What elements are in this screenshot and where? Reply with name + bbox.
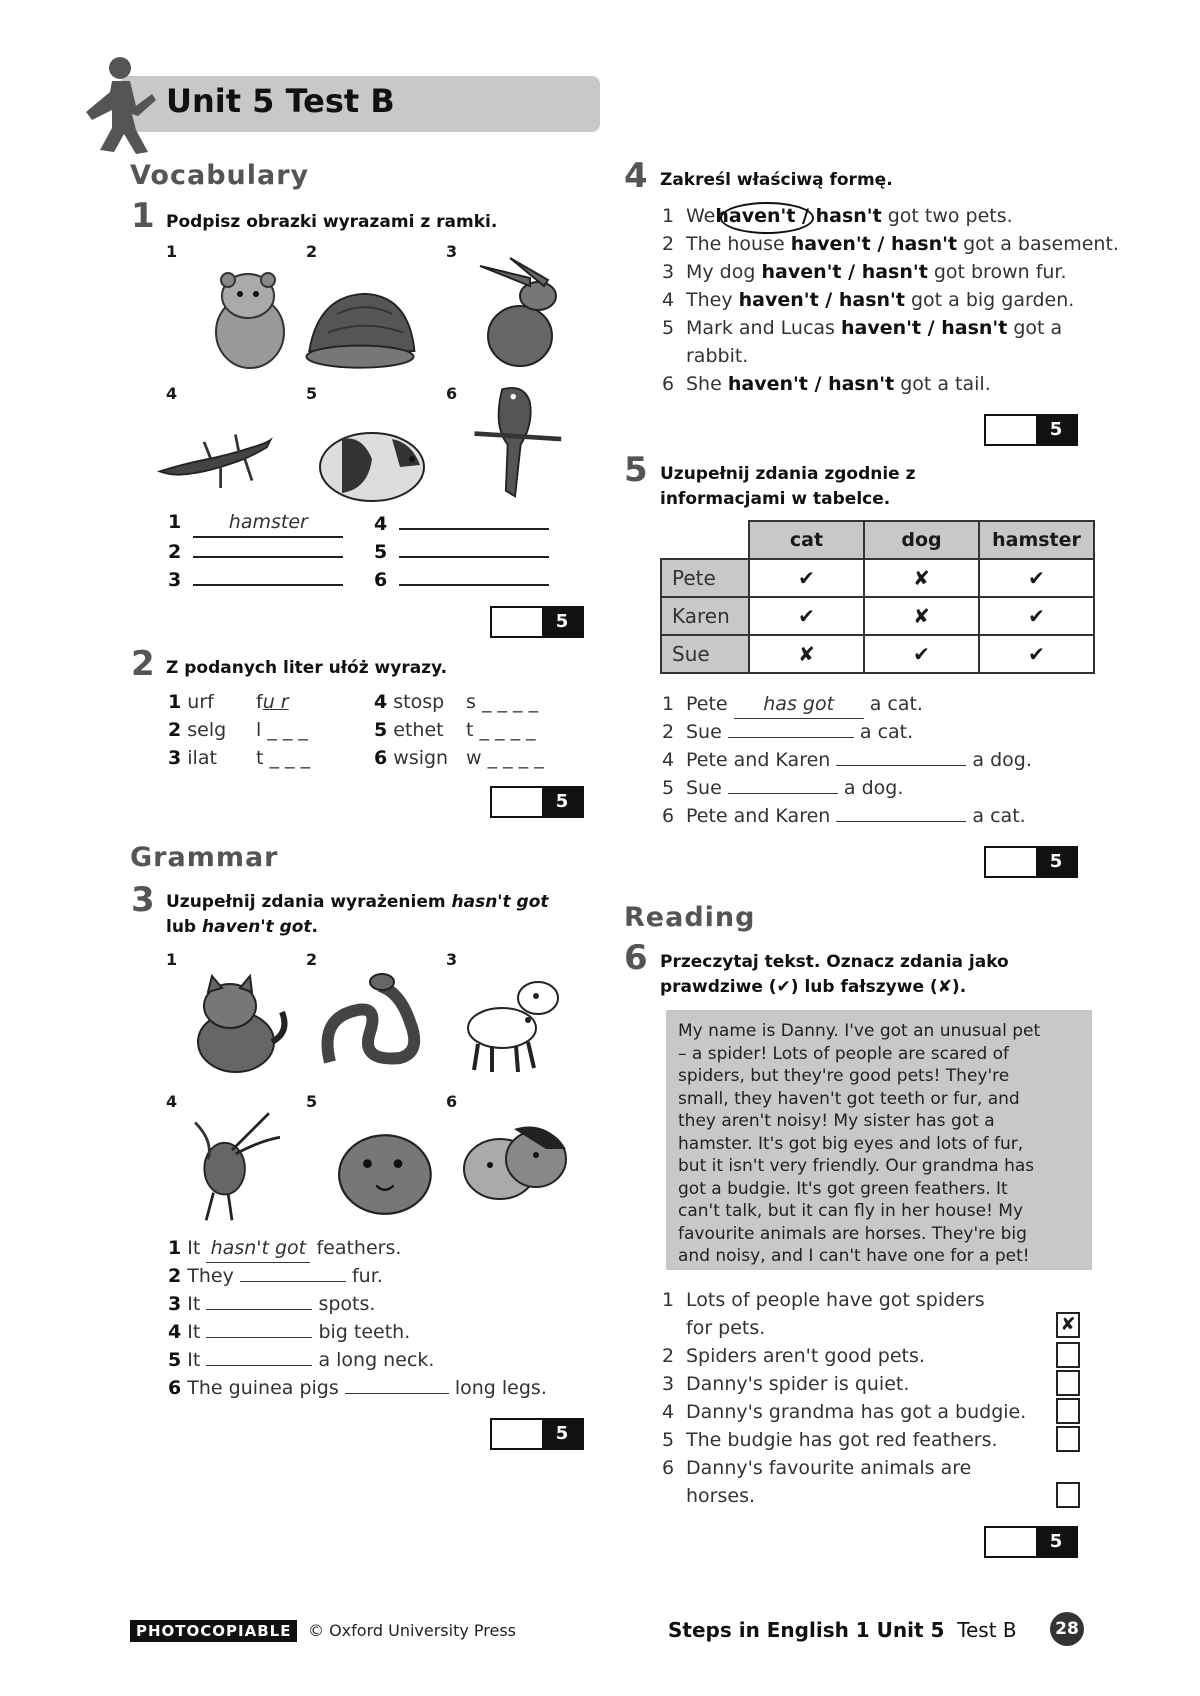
lizard-icon (156, 404, 276, 524)
scramble-item: 2 selg l _ _ _ (168, 719, 308, 741)
true-false-item: 3 Danny's spider is quiet. (662, 1373, 910, 1395)
answer-row: 2 (168, 536, 343, 566)
exercise-4-instruction: Zakreśl właściwą formę. (660, 170, 893, 190)
reading-line: favourite animals are horses. They're big (678, 1223, 1027, 1244)
hamster-icon-2 (326, 1108, 446, 1228)
sentence-item: 4 Pete and Karen a dog. (662, 746, 1032, 774)
true-false-item: 5 The budgie has got red feathers. (662, 1429, 998, 1451)
score-max: 5 (542, 788, 582, 816)
exercise-4-number: 4 (624, 156, 648, 196)
pets-table (660, 520, 1095, 674)
scramble-answer[interactable]: u r (262, 691, 289, 713)
score-max: 5 (542, 608, 582, 636)
answer-row: 3 (168, 564, 343, 594)
page-number: 28 (1050, 1612, 1084, 1646)
score-box (984, 846, 1078, 878)
answer-blank[interactable] (399, 536, 549, 558)
walking-figure-icon (78, 54, 158, 154)
answer-blank[interactable] (728, 718, 854, 738)
score-max: 5 (1036, 848, 1076, 876)
true-false-item: 1 Lots of people have got spiders for pets. (662, 1289, 985, 1339)
picture-label: 4 (166, 1092, 178, 1111)
exercise-2-number: 2 (131, 644, 155, 684)
exercise-5-number: 5 (624, 450, 648, 490)
answer-blank[interactable] (399, 564, 549, 586)
snake-icon (310, 962, 430, 1082)
reading-line: got a budgie. It's got green feathers. It (678, 1178, 1008, 1199)
exercise-1-instruction: Podpisz obrazki wyrazami z ramki. (166, 212, 498, 232)
answer-blank[interactable] (836, 802, 966, 822)
sentence-item: 2 They fur. (168, 1262, 383, 1290)
copyright-text: © Oxford University Press (308, 1621, 517, 1640)
reading-line: My name is Danny. I've got an unusual pet (678, 1021, 1041, 1041)
reading-line: – a spider! Lots of people are scared of (678, 1043, 1010, 1064)
score-input[interactable] (986, 416, 1036, 444)
answer-blank[interactable] (345, 1374, 449, 1394)
option-hasnt[interactable]: hasn't (861, 261, 928, 283)
score-input[interactable] (492, 788, 542, 816)
circle-item: 5 Mark and Lucas haven't / hasn't got a (662, 317, 1063, 339)
picture-label: 2 (306, 950, 318, 969)
picture-label: 5 (306, 1092, 318, 1111)
scramble-item: 5 ethet t _ _ _ _ (374, 719, 536, 741)
true-false-checkbox[interactable] (1056, 1398, 1080, 1424)
reading-line: and noisy, and I can't have one for a pet! (678, 1246, 1030, 1266)
exercise-6-number: 6 (624, 938, 648, 978)
sentence-item: 3 It spots. (168, 1290, 375, 1318)
score-input[interactable] (986, 848, 1036, 876)
reading-line: they aren't noisy! My sister has got a (678, 1111, 995, 1131)
option-havent[interactable]: haven't (727, 373, 808, 395)
option-hasnt[interactable]: hasn't (815, 205, 882, 227)
answer-blank[interactable] (193, 564, 343, 586)
answer-blank[interactable] (728, 774, 838, 794)
picture-label: 3 (446, 242, 458, 261)
option-hasnt[interactable]: hasn't (838, 289, 905, 311)
reading-line: hamster. It's got big eyes and lots of fur, (678, 1133, 1024, 1154)
answer-blank[interactable] (206, 1346, 312, 1366)
reading-line: small, they haven't got teeth or fur, and (678, 1088, 1020, 1109)
score-max: 5 (542, 1420, 582, 1448)
score-box (984, 414, 1078, 446)
exercise-2-instruction: Z podanych liter ułóż wyrazy. (166, 658, 448, 678)
answer-row: 6 (374, 564, 549, 594)
answer-row: 4 (374, 508, 549, 538)
sentence-item: 5 It a long neck. (168, 1346, 434, 1374)
table-row: Sue ✘ ✔ ✔ (661, 635, 1094, 673)
answer-blank[interactable]: hasn't got (206, 1234, 310, 1263)
picture-label: 1 (166, 242, 178, 261)
table-corner (661, 521, 749, 559)
answer-blank[interactable] (206, 1290, 312, 1310)
answer-blank[interactable] (399, 508, 549, 530)
exercise-3-instruction: Uzupełnij zdania wyrażeniem hasn't got lub haven't got. (166, 892, 549, 937)
score-box (490, 786, 584, 818)
circle-item: 2 The house haven't / hasn't got a basement. (662, 233, 1119, 255)
answer-blank[interactable] (193, 536, 343, 558)
sentence-item: 5 Sue a dog. (662, 774, 903, 802)
bird-icon (172, 1104, 292, 1224)
true-false-checkbox[interactable] (1056, 1342, 1080, 1368)
section-grammar-title: Grammar (130, 842, 279, 873)
score-input[interactable] (492, 608, 542, 636)
true-false-item: 6 Danny's favourite animals are horses. (662, 1457, 972, 1507)
picture-label: 5 (306, 384, 318, 403)
tortoise-icon (300, 268, 420, 388)
guinea-pig-icon (312, 404, 432, 524)
exercise-3-number: 3 (131, 880, 155, 920)
true-false-item: 2 Spiders aren't good pets. (662, 1345, 925, 1367)
score-input[interactable] (986, 1528, 1036, 1556)
picture-label: 6 (446, 1092, 458, 1111)
scramble-item: 4 stosp s _ _ _ _ (374, 691, 539, 713)
answer-row: 1 hamster (168, 508, 343, 538)
picture-label: 2 (306, 242, 318, 261)
answer-blank[interactable]: has got (734, 690, 864, 719)
reading-text-box (666, 1010, 1092, 1270)
scramble-answer[interactable]: _ _ _ _ (487, 747, 544, 769)
option-hasnt[interactable]: hasn't (890, 233, 958, 255)
cat-icon (178, 962, 298, 1082)
score-box (984, 1526, 1078, 1558)
true-false-item: 4 Danny's grandma has got a budgie. (662, 1401, 1027, 1423)
parrot-icon (456, 380, 576, 500)
option-havent[interactable]: haven't (738, 289, 819, 311)
table-header: hamster (979, 521, 1094, 559)
sentence-item: 4 It big teeth. (168, 1318, 410, 1346)
sentence-item: 1 Pete has got a cat. (662, 690, 923, 719)
circle-item-continued: rabbit. (686, 345, 749, 367)
scramble-item: 1 urf fu r (168, 691, 289, 713)
score-box (490, 606, 584, 638)
photocopiable-badge: PHOTOCOPIABLE (130, 1620, 297, 1642)
rabbit-icon (460, 256, 580, 376)
reading-line: but it isn't very friendly. Our grandma has (678, 1156, 1035, 1176)
section-vocabulary-title: Vocabulary (130, 160, 310, 191)
circle-item: 4 They haven't / hasn't got a big garden. (662, 289, 1075, 311)
section-reading-title: Reading (624, 902, 756, 933)
hamster-icon (190, 258, 310, 378)
table-header: cat (749, 521, 864, 559)
book-reference: Steps in English 1 Unit 5 Test B (668, 1618, 1017, 1642)
sentence-item: 1 It hasn't got feathers. (168, 1234, 401, 1263)
answer-blank[interactable] (206, 1318, 312, 1338)
circle-item: 1 Wehaven't / hasn't got two pets. (662, 205, 1013, 227)
sentence-item: 6 Pete and Karen a cat. (662, 802, 1026, 830)
reading-line: can't talk, but it can fly in her house! My (678, 1201, 1024, 1221)
sentence-item: 6 The guinea pigs long legs. (168, 1374, 547, 1402)
true-false-checkbox[interactable] (1056, 1482, 1080, 1508)
table-row: Pete ✔ ✘ ✔ (661, 559, 1094, 597)
dog-icon (452, 958, 572, 1078)
table-header: dog (864, 521, 979, 559)
true-false-checkbox[interactable]: ✘ (1056, 1312, 1080, 1338)
exercise-6-instruction: Przeczytaj tekst. Oznacz zdania jako prawdziwe (✔) lub fałszywe (✘). (660, 952, 1009, 997)
true-false-checkbox[interactable] (1056, 1426, 1080, 1452)
score-max: 5 (1036, 1528, 1076, 1556)
guinea-pigs-icon (456, 1104, 576, 1224)
scramble-answer[interactable]: _ _ _ _ (481, 691, 539, 713)
score-input[interactable] (492, 1420, 542, 1448)
option-hasnt[interactable]: hasn't (828, 373, 895, 395)
answer-row: 5 (374, 536, 549, 566)
option-hasnt[interactable]: hasn't (941, 317, 1008, 339)
answer-blank[interactable] (240, 1262, 346, 1282)
picture-label: 4 (166, 384, 178, 403)
option-havent[interactable]: haven't (841, 317, 922, 339)
reading-line: spiders, but they're good pets! They're (678, 1066, 1010, 1086)
page-title: Unit 5 Test B (166, 82, 395, 120)
option-havent[interactable]: haven't (715, 205, 796, 227)
sentence-item: 2 Sue a cat. (662, 718, 913, 746)
table-row: Karen ✔ ✘ ✔ (661, 597, 1094, 635)
scramble-answer[interactable]: _ _ _ (269, 747, 311, 769)
score-box (490, 1418, 584, 1450)
scramble-item: 3 ilat t _ _ _ (168, 747, 311, 769)
exercise-1-number: 1 (131, 196, 155, 236)
true-false-checkbox[interactable] (1056, 1370, 1080, 1396)
option-havent[interactable]: haven't (761, 261, 842, 283)
exercise-5-instruction: Uzupełnij zdania zgodnie z informacjami w tabelce. (660, 464, 916, 509)
score-max: 5 (1036, 416, 1076, 444)
option-havent[interactable]: haven't (790, 233, 871, 255)
circle-item: 6 She haven't / hasn't got a tail. (662, 373, 991, 395)
scramble-answer[interactable]: _ _ _ _ (479, 719, 536, 741)
scramble-answer[interactable]: _ _ _ (267, 719, 308, 741)
picture-label: 3 (446, 950, 458, 969)
scramble-item: 6 wsign w _ _ _ _ (374, 747, 544, 769)
picture-label: 6 (446, 384, 458, 403)
circle-item: 3 My dog haven't / hasn't got brown fur. (662, 261, 1067, 283)
answer-blank[interactable]: hamster (193, 508, 343, 538)
picture-label: 1 (166, 950, 178, 969)
answer-blank[interactable] (836, 746, 966, 766)
